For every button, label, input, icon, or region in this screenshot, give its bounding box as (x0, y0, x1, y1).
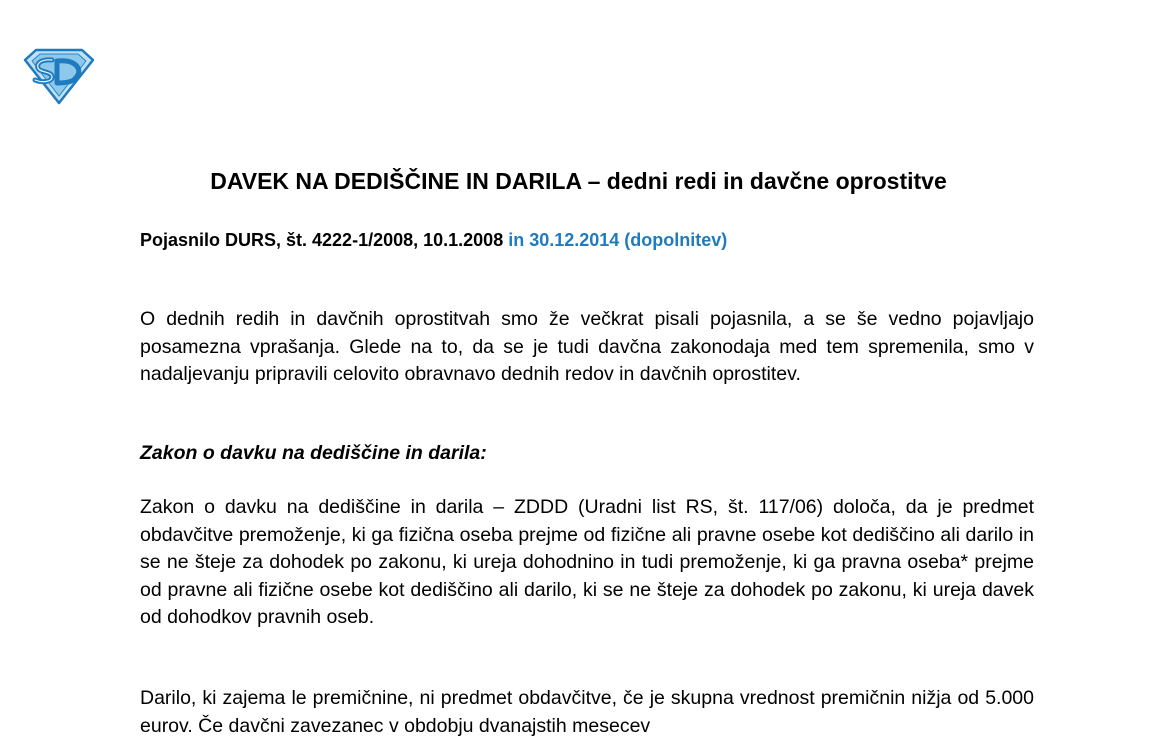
subtitle-update-date: in 30.12.2014 (dopolnitev) (508, 230, 728, 250)
document-title: DAVEK NA DEDIŠČINE IN DARILA – dedni redi in davčne oprostitve (210, 168, 947, 194)
section-heading: Zakon o davku na dediščine in darila: (140, 442, 487, 464)
sd-shield-logo-icon (22, 47, 96, 105)
intro-paragraph: O dednih redih in davčnih oprostitvah smo že večkrat pisali pojasnila, a se še vedno pojavljajo posamezna vprašanja. Glede na to, da se je tudi davčna zakonodaja med tem spremenila, smo v nadaljevanju pripravili celovito obravnavo dednih redov in davčnih oprostitev. (140, 308, 1034, 386)
law-paragraph: Zakon o davku na dediščine in darila – ZDDD (Uradni list RS, št. 117/06) določa, da je predmet obdavčitve premoženje, ki ga fizična oseba prejme od fizične ali pravne osebe kot dediščino ali darilo in se ne šteje za dohodek po zakonu, ki ureja dohodnino in tudi premoženje, ki ga pravna oseba* prejme od pravne ali fizične osebe kot dediščino ali darilo, ki se ne šteje za dohodek po zakonu, ki ureja davek od dohodkov pravnih oseb. (140, 496, 1034, 629)
subtitle-reference: Pojasnilo DURS, št. 4222-1/2008, 10.1.2008 (140, 230, 509, 250)
gift-paragraph: Darilo, ki zajema le premičnine, ni predmet obdavčitve, če je skupna vrednost premičnin nižja od 5.000 eurov. Če davčni zavezanec v obdobju dvanajstih mesecev (140, 687, 1034, 737)
document-subtitle (140, 227, 727, 253)
